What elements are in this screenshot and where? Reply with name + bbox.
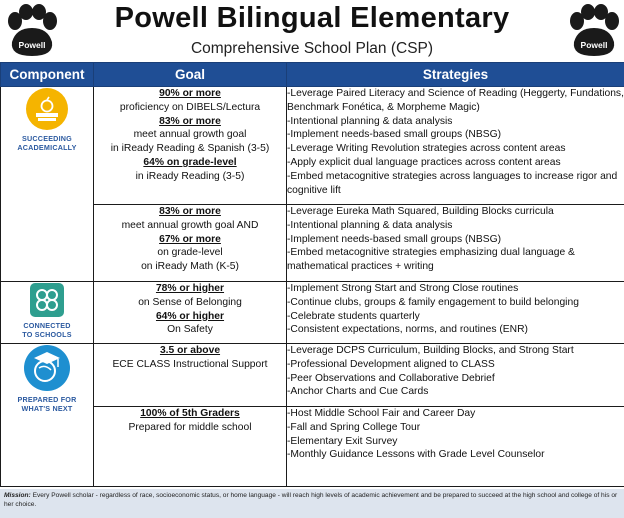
mission-statement [0, 489, 624, 518]
strategy-item: -Anchor Charts and Cue Cards [287, 386, 429, 398]
table-row [1, 205, 624, 282]
table-row [1, 344, 624, 407]
strategy-item: -Apply explicit dual language practices across content areas [287, 156, 561, 168]
goal-target: 78% or higher [155, 283, 225, 294]
goal-text: meet annual growth goal [133, 129, 247, 141]
strategies-cell [287, 282, 624, 344]
strategy-item: -Elementary Exit Survey [287, 435, 398, 447]
page-subtitle: Comprehensive School Plan (CSP) [190, 40, 434, 57]
goal-text: On Safety [167, 324, 213, 336]
strategy-item: -Consistent expectations, norms, and routines (ENR) [287, 324, 528, 336]
goal-target: 64% or higher [155, 310, 225, 322]
strategy-item: -Peer Observations and Collaborative Debrief [287, 372, 495, 384]
goal-text: on iReady Math (K-5) [141, 261, 239, 273]
strategy-item: -Celebrate students quarterly [287, 310, 420, 322]
component-prepared-for-whats-next [1, 344, 94, 487]
strategy-item: -Implement needs-based small groups (NBSG) [287, 129, 502, 141]
strategy-item: -Intentional planning & data analysis [287, 115, 453, 127]
goal-text: ECE CLASS Instructional Support [112, 358, 268, 370]
goal-target: 67% or more [159, 233, 221, 245]
table-row [1, 87, 624, 205]
table-header-row [1, 63, 624, 87]
page-title: Powell Bilingual Elementary [114, 2, 510, 34]
goal-text: Prepared for middle school [128, 421, 252, 433]
goal-text: proficiency on DIBELS/Lectura [119, 101, 261, 113]
strategy-item: -Leverage Writing Revolution strategies across content areas [287, 143, 566, 155]
goal-target: 64% on grade-level [143, 156, 237, 168]
strategy-item: -Implement needs-based small groups (NBSG) [287, 233, 502, 245]
column-header-goal: Goal [94, 63, 287, 87]
column-header-strategies: Strategies [287, 63, 624, 87]
goal-text: meet annual growth goal AND [121, 219, 259, 231]
strategy-item: -Implement Strong Start and Strong Close routines [287, 283, 519, 294]
logo-text: Powell [580, 40, 608, 50]
goal-target: 83% or more [159, 206, 221, 217]
strategy-item: -Intentional planning & data analysis [287, 219, 453, 231]
table-row [1, 407, 624, 487]
logo-text: Powell [18, 40, 46, 50]
strategy-item: -Continue clubs, groups & family engagement to build belonging [287, 296, 579, 308]
strategy-item: -Leverage Paired Literacy and Science of Reading (Heggerty, Fundations, Benchmark Fonética, & Morpheme Magic) [287, 88, 624, 113]
strategy-item: -Leverage DCPS Curriculum, Building Blocks, and Strong Start [287, 345, 574, 356]
graduation-globe-icon [23, 344, 71, 392]
table-row [1, 282, 624, 344]
strategies-cell [287, 344, 624, 407]
strategies-cell [287, 407, 624, 487]
component-label: ACADEMICALLY [17, 143, 77, 152]
mission-label: Mission: [4, 492, 31, 499]
page-header [0, 0, 624, 62]
apple-on-books-icon [25, 87, 69, 131]
goal-target: 3.5 or above [159, 345, 221, 356]
component-connected-to-schools [1, 282, 94, 344]
goal-target: 90% or more [159, 88, 221, 99]
strategies-cell [287, 87, 624, 205]
component-succeeding-academically [1, 87, 94, 282]
goal-target: 100% of 5th Graders [140, 408, 240, 419]
goal-text: in iReady Reading & Spanish (3-5) [110, 143, 270, 155]
strategy-item: -Leverage Eureka Math Squared, Building Blocks curricula [287, 206, 554, 217]
strategy-item: -Host Middle School Fair and Career Day [287, 408, 476, 419]
component-label: PREPARED FOR [17, 395, 77, 404]
strategy-item: -Monthly Guidance Lessons with Grade Level Counselor [287, 449, 545, 461]
goal-text: on grade-level [157, 247, 223, 259]
strategy-item: -Embed metacognitive strategies emphasizing dual language & mathematical practices + writing [287, 247, 575, 273]
goal-cell [94, 282, 287, 344]
paw-logo-icon [4, 4, 60, 60]
component-label: SUCCEEDING [22, 134, 72, 143]
paw-logo-icon [566, 4, 622, 60]
goal-text: in iReady Reading (3-5) [135, 170, 245, 182]
component-label: TO SCHOOLS [22, 330, 72, 339]
goal-text: on Sense of Belonging [138, 296, 242, 308]
strategy-item: -Fall and Spring College Tour [287, 421, 421, 433]
linked-hands-icon [29, 282, 65, 318]
component-label: WHAT'S NEXT [21, 404, 73, 413]
strategies-cell [287, 205, 624, 282]
mission-text: Every Powell scholar - regardless of race, socioeconomic status, or home language - will reach high levels of academic achievement and be prepared to succeed at the high school and college of his or her choice. [4, 492, 618, 508]
component-label: CONNECTED [23, 321, 71, 330]
goal-cell [94, 407, 287, 487]
strategy-item: -Embed metacognitive strategies across languages to increase rigor and cognitive lift [287, 170, 618, 196]
strategy-item: -Professional Development aligned to CLASS [287, 358, 495, 370]
goal-target: 83% or more [159, 115, 221, 127]
goal-cell [94, 344, 287, 407]
column-header-component: Component [1, 63, 94, 87]
goal-cell [94, 205, 287, 282]
plan-table [0, 62, 624, 487]
goal-cell [94, 87, 287, 205]
